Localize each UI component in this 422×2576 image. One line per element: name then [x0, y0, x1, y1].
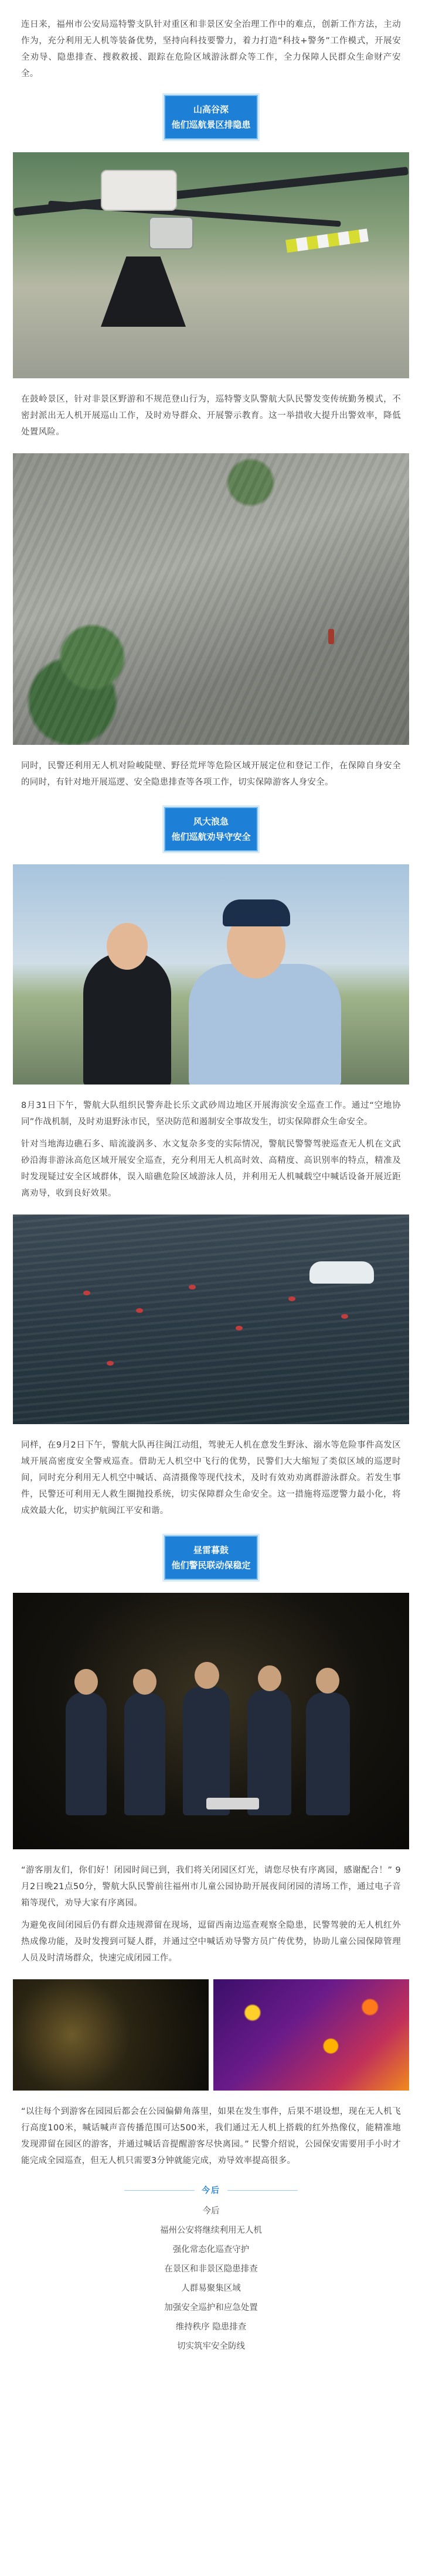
drone-camera-shape — [149, 217, 193, 249]
night-overview-photo — [13, 1979, 209, 2091]
section-3-paragraph-a: “游客朋友们，你们好！闭园时间已到，我们将关闭园区灯光，请您尽快有序离园，感谢配合！” 9月2日晚21点50分，警航大队民警前往福州市儿童公园协助开展夜间闭园的清场工作，通过电子音箱等现代，劝导大家有序离园。 — [21, 1866, 401, 1908]
section-1-title-1: 山高谷深 — [193, 104, 229, 115]
section-2-paragraph-a: 8月31日下午，警航大队组织民警奔赴长乐文武砂周边地区开展海滨安全巡查工作。通过“空地协同”作战机制，及时劝退野泳市民，坚决防范和遏制安全事故发生，切实保障群众生命安全。 — [21, 1101, 401, 1127]
closing-line: 人群易聚集区域 — [181, 2284, 241, 2293]
swimmer-shape — [189, 1285, 196, 1289]
officer-shape — [66, 1692, 107, 1815]
section-3-paragraph-b: 为避免夜间闭园后仍有群众违规滞留在现场，逗留西南边巡查观察全隐患，民警驾驶的无人机红外热成像功能，及时发搜到可疑人群，并通过空中喊话劝导警方员广传优势，协助儿童公园保障管理人员及时清场群众，快速完成闭园工作。 — [21, 1921, 401, 1963]
officer-head — [133, 1669, 156, 1695]
section-3-badge — [164, 1535, 258, 1580]
drone-photo — [13, 152, 409, 378]
boat-shape — [309, 1261, 374, 1284]
drone-speaker-shape — [101, 256, 186, 327]
closing-block — [0, 2202, 422, 2356]
section-3-title-1: 昼雷暮鼓 — [193, 1545, 229, 1555]
officer-head — [316, 1668, 339, 1694]
section-1-badge — [164, 95, 258, 139]
drone-arm-shape — [48, 201, 341, 227]
officers-photo — [13, 864, 409, 1085]
hiker-shape — [328, 629, 334, 644]
drone-arm-shape — [13, 167, 409, 217]
section-1-badge-wrap — [0, 95, 422, 139]
swimmer-shape — [288, 1296, 295, 1301]
section-2-paragraph-b: 针对当地海边礁石多、暗流漩涡多、水文复杂多变的实际情况，警航民警警驾驶巡查无人机在文武砂沿海非游泳高危区域开展安全巡查，充分利用无人机高时效、高精度、高识别率的特点，精准及时发现疑过安全区域群体，误入暗礁危险区域游泳人员，并利用无人机喊载空中喊话设备开展近距离劝导，收到良好效果。 — [21, 1140, 401, 1198]
officer-head — [74, 1669, 98, 1695]
section-1-title-2: 他们巡航景区排隐患 — [171, 119, 251, 130]
closing-line: 加强安全巡护和应急处置 — [164, 2303, 258, 2312]
officer-left-shape — [83, 952, 171, 1085]
cliff-photo — [13, 453, 409, 745]
footer-title-wrap — [0, 2184, 422, 2196]
section-3-badge-wrap — [0, 1535, 422, 1580]
officer-shape — [306, 1692, 350, 1815]
section-1-paragraph-b: 同时，民警还利用无人机对险峻陡壁、野径荒坪等危险区域开展定位和登记工作，在保障自身安全的同时，有针对地开展巡逻、安全隐患排查等各项工作，切实保障游客人身安全。 — [21, 761, 401, 787]
closing-line: 切实筑牢安全防线 — [177, 2342, 245, 2351]
section-1-paragraph-a: 在鼓岭景区，针对非景区野游和不规范登山行为，巡特警支队警航大队民警发变传统勤务模式，不密封派出无人机开展巡山工作，及时劝导群众、开展警示教育。这一举措收大提升出警效率，降低处置风险。 — [21, 395, 401, 437]
drone-ground-shape — [206, 1798, 259, 1809]
section-3-title-2: 他们警民联动保稳定 — [171, 1560, 251, 1571]
officer-shape — [124, 1692, 165, 1815]
closing-line: 强化常态化巡查守护 — [172, 2245, 250, 2255]
section-2-badge — [164, 807, 258, 851]
footer-divider — [227, 2190, 298, 2191]
section-3-paragraph-c: “以往每个到游客在园园后都会在公园偏僻角落里，如果在发生事件，后果不堪设想，现在无人机飞行高度100米，喊话喊声音传播范围可达500米，我们通过无人机上搭载的红外热像仪，能精准地发现滞留在园区的游客，并通过喊话音提醒游客尽快离园。” 民警介绍说，公园保安需要用手小时才能完成全园巡查，但无人机只需要3分钟就能完成，劝导效率提高很多。 — [21, 2107, 401, 2166]
water-photo — [13, 1215, 409, 1424]
section-2-title-2: 他们巡航劝导守安全 — [171, 832, 251, 842]
closing-line: 在景区和非景区隐患排查 — [164, 2264, 258, 2274]
drone-body-shape — [101, 170, 177, 211]
swimmer-shape — [236, 1326, 243, 1330]
swimmer-shape — [83, 1291, 90, 1295]
swimmer-shape — [107, 1361, 114, 1366]
intro-paragraph: 连日来，福州市公安局巡特警支队针对重区和非景区安全治理工作中的难点，创新工作方法，主动作为，充分利用无人机等装备优势，坚持向科技要警力，着力打造“科技+警务”工作模式，开展安全劝导、隐患排查、搜救救援、跟踪在危险区域游泳群众等工作，全力保障人民群众生命财产安全。 — [21, 20, 401, 78]
night-group-photo — [13, 1593, 409, 1849]
officer-left-head — [107, 923, 148, 970]
swimmer-shape — [341, 1314, 348, 1319]
officer-head — [258, 1665, 281, 1691]
footer-divider — [124, 2190, 195, 2191]
swimmer-shape — [136, 1308, 143, 1313]
closing-line: 福州公安将继续利用无人机 — [160, 2226, 262, 2235]
officer-head — [195, 1662, 219, 1689]
officer-shape — [247, 1689, 291, 1815]
officer-cap-shape — [223, 899, 290, 926]
thermal-photo-pair — [13, 1979, 409, 2091]
section-2-badge-wrap — [0, 807, 422, 851]
section-2-title-1: 风大浪急 — [193, 816, 229, 827]
drone-stripe-shape — [285, 228, 369, 252]
footer-title: 今后 — [202, 2186, 220, 2195]
thermal-image-photo — [213, 1979, 409, 2091]
closing-line: 维持秩序 隐患排查 — [175, 2322, 247, 2332]
officer-right-shape — [189, 964, 341, 1085]
section-2-paragraph-c: 同样，在9月2日下午，警航大队再往闽江动组，驾驶无人机在意发生野泳、溺水等危险事件高发区域开展高密度安全警戒巡查。借助无人机空中飞行的优势，民警们大大缩短了类似区域的巡逻时间，同时充分利用无人机空中喊话、高清摄像等现代技术，及时有效劝劝离群游泳群众。若发生事件，民警还可利用无人救生圈抛投系统，切实保障群众生命安全。这一措施将巡逻警力最小化，将成效最大化，切实护航闽江平安和谐。 — [21, 1441, 401, 1516]
closing-line: 今后 — [202, 2206, 220, 2216]
officer-shape — [183, 1686, 230, 1815]
